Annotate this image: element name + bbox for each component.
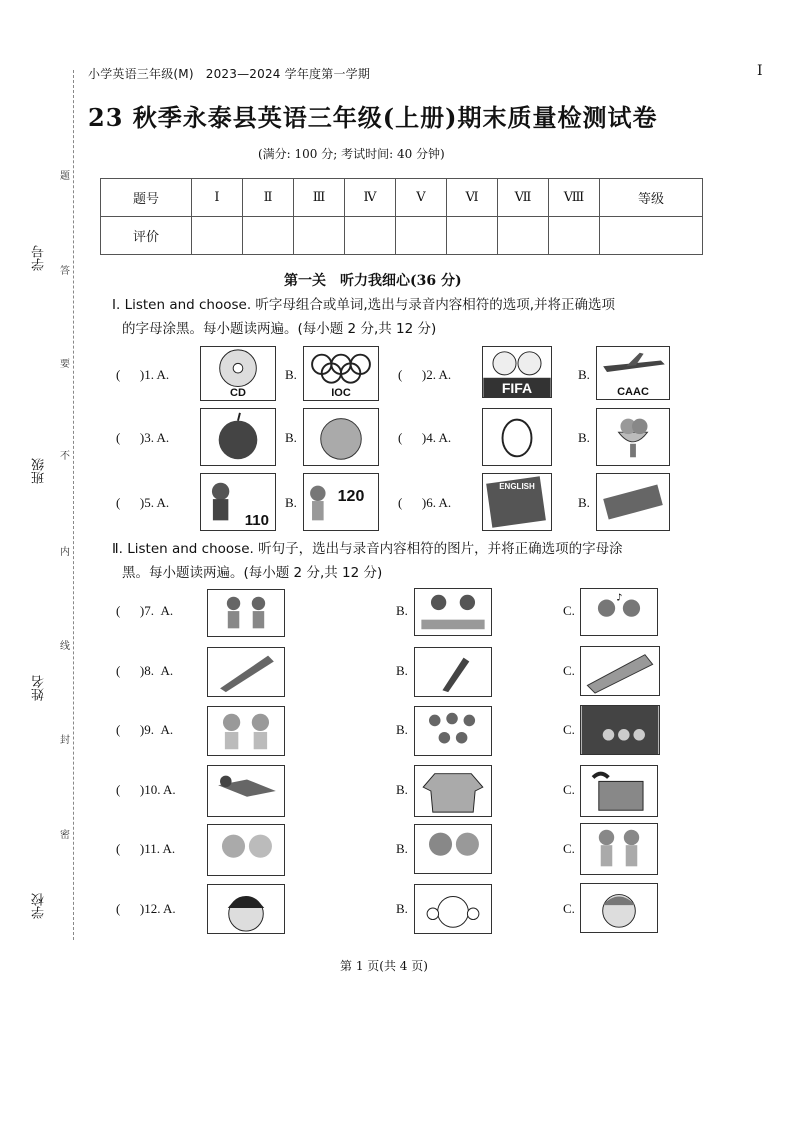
table-cell: 等级 <box>600 179 703 217</box>
image-caption: CD <box>230 387 246 399</box>
option-image-police-110[interactable] <box>200 473 276 531</box>
option-c-label: C. <box>563 782 575 797</box>
option-image-pencil-box[interactable] <box>596 473 670 531</box>
term-label: 2023—2024 学年度第一学期 <box>205 67 371 81</box>
table-cell-empty <box>192 217 243 255</box>
option-image-telephone[interactable] <box>580 765 658 817</box>
option-b-label: B. <box>396 663 408 678</box>
school-label: 学校 <box>32 893 47 919</box>
question-11: ( )11. A. <box>116 841 176 856</box>
option-image-pencil[interactable] <box>207 647 285 697</box>
table-cell-empty <box>345 217 396 255</box>
option-b-label: B. <box>285 430 297 445</box>
option-image-flying-hero[interactable] <box>207 765 285 817</box>
option-image-girl-black-hair[interactable] <box>207 884 285 934</box>
option-b-label: B. <box>578 495 590 510</box>
table-cell: Ⅵ <box>447 179 498 217</box>
option-image-parents[interactable] <box>414 824 492 874</box>
svg-text:♪: ♪ <box>616 592 623 604</box>
score-table-eval-row <box>101 217 703 255</box>
option-c-label: C. <box>563 722 575 737</box>
option-image-group-dancing[interactable] <box>414 706 492 756</box>
option-image-kids-drawing[interactable] <box>414 588 492 636</box>
seal-char: 密 <box>60 830 70 841</box>
option-image-pen[interactable] <box>414 647 492 697</box>
image-caption: 120 <box>337 488 365 505</box>
table-cell-empty <box>294 217 345 255</box>
table-cell-empty <box>243 217 294 255</box>
seal-char: 不 <box>60 451 70 462</box>
seal-char: 要 <box>60 359 70 370</box>
option-image-kids-singing[interactable] <box>580 588 658 636</box>
seal-char: 内 <box>60 547 70 558</box>
option-c-label: C. <box>563 901 575 916</box>
option-b-label: B. <box>285 367 297 382</box>
table-cell-empty <box>600 217 703 255</box>
question-6: ( )6. A. <box>398 495 452 510</box>
option-image-english-book[interactable] <box>482 473 552 531</box>
student-number-label: 学号 <box>32 245 47 271</box>
option-b-label: B. <box>396 782 408 797</box>
option-image-orange[interactable] <box>303 408 379 466</box>
table-cell: Ⅲ <box>294 179 345 217</box>
question-3: ( )3. A. <box>116 430 170 445</box>
page-footer: 第 1 页(共 4 页) <box>340 959 428 973</box>
option-b-label: B. <box>578 430 590 445</box>
question-5: ( )5. A. <box>116 495 170 510</box>
table-cell-empty <box>447 217 498 255</box>
option-image-airplane[interactable] <box>596 346 670 400</box>
table-cell-empty <box>498 217 549 255</box>
table-cell-empty <box>549 217 600 255</box>
option-image-girl-pigtails[interactable] <box>414 884 492 934</box>
table-cell: Ⅳ <box>345 179 396 217</box>
option-c-label: C. <box>563 603 575 618</box>
exam-series-header <box>88 65 370 82</box>
table-cell: Ⅴ <box>396 179 447 217</box>
part2-instruction-line1: Ⅱ. Listen and choose. 听句子，选出与录音内容相符的图片，并将正确选项的字母涂 <box>112 541 623 557</box>
option-image-fifa[interactable] <box>482 346 552 398</box>
option-b-label: B. <box>396 901 408 916</box>
option-image-jacket[interactable] <box>414 765 492 817</box>
question-8: ( )8. A. <box>116 663 174 678</box>
image-caption: IOC <box>331 387 351 399</box>
part1-instruction-line1: Ⅰ. Listen and choose. 听字母组合或单词,选出与录音内容相符的选项,并将正确选项 <box>112 297 616 313</box>
option-image-kids-night[interactable] <box>580 705 660 755</box>
exam-title: 23 秋季永泰县英语三年级(上册)期末质量检测试卷 <box>88 103 658 132</box>
name-label: 姓名 <box>32 675 47 701</box>
table-cell: Ⅶ <box>498 179 549 217</box>
question-2: ( )2. A. <box>398 367 452 382</box>
seal-char: 封 <box>60 735 70 746</box>
option-b-label: B. <box>396 841 408 856</box>
option-b-label: B. <box>578 367 590 382</box>
image-caption: FIFA <box>501 380 533 396</box>
seal-char: 题 <box>60 171 70 182</box>
option-image-olympic-rings[interactable] <box>303 346 379 401</box>
option-image-boy[interactable] <box>580 883 658 933</box>
part1-instruction-line2: 的字母涂黑。每小题读两遍。(每小题 2 分,共 12 分) <box>122 321 437 337</box>
option-image-apple[interactable] <box>200 408 276 466</box>
series-label: 小学英语三年级(M) <box>88 67 194 81</box>
question-7: ( )7. A. <box>116 603 174 618</box>
option-image-two-girls[interactable] <box>207 706 285 756</box>
image-caption: ENGLISH <box>499 482 535 491</box>
exam-subtitle: (满分: 100 分; 考试时间: 40 分钟) <box>258 147 445 161</box>
table-cell: 评价 <box>101 217 192 255</box>
table-cell: 题号 <box>101 179 192 217</box>
score-table-header-row <box>101 179 703 217</box>
part2-instruction-line2: 黑。每小题读两遍。(每小题 2 分,共 12 分) <box>122 565 383 581</box>
score-table <box>100 178 703 255</box>
section-title: 第一关 听力我细心(36 分) <box>284 273 462 289</box>
image-caption: CAAC <box>617 386 649 398</box>
question-9: ( )9. A. <box>116 722 174 737</box>
class-label: 班级 <box>32 458 47 484</box>
seal-char: 线 <box>60 641 70 652</box>
image-caption: 110 <box>244 512 269 529</box>
question-1: ( )1. A. <box>116 367 170 382</box>
seal-char: 答 <box>60 266 70 277</box>
binding-dashed-line <box>73 70 74 940</box>
option-image-egg[interactable] <box>482 408 552 466</box>
table-cell: Ⅷ <box>549 179 600 217</box>
option-b-label: B. <box>396 603 408 618</box>
option-image-nurse-120[interactable] <box>303 473 379 531</box>
question-12: ( )12. A. <box>116 901 176 916</box>
option-image-brother-sister[interactable] <box>580 823 658 875</box>
option-image-kids-greeting[interactable] <box>207 589 285 637</box>
option-image-grandparents[interactable] <box>207 824 285 876</box>
option-c-label: C. <box>563 841 575 856</box>
page-mark: I <box>757 63 763 79</box>
option-b-label: B. <box>285 495 297 510</box>
question-10: ( )10. A. <box>116 782 176 797</box>
table-cell-empty <box>396 217 447 255</box>
question-4: ( )4. A. <box>398 430 452 445</box>
table-cell: Ⅰ <box>192 179 243 217</box>
table-cell: Ⅱ <box>243 179 294 217</box>
option-image-ice-cream[interactable] <box>596 408 670 466</box>
option-image-crayon[interactable] <box>580 646 660 696</box>
option-b-label: B. <box>396 722 408 737</box>
option-c-label: C. <box>563 663 575 678</box>
option-image-cd[interactable] <box>200 346 276 401</box>
